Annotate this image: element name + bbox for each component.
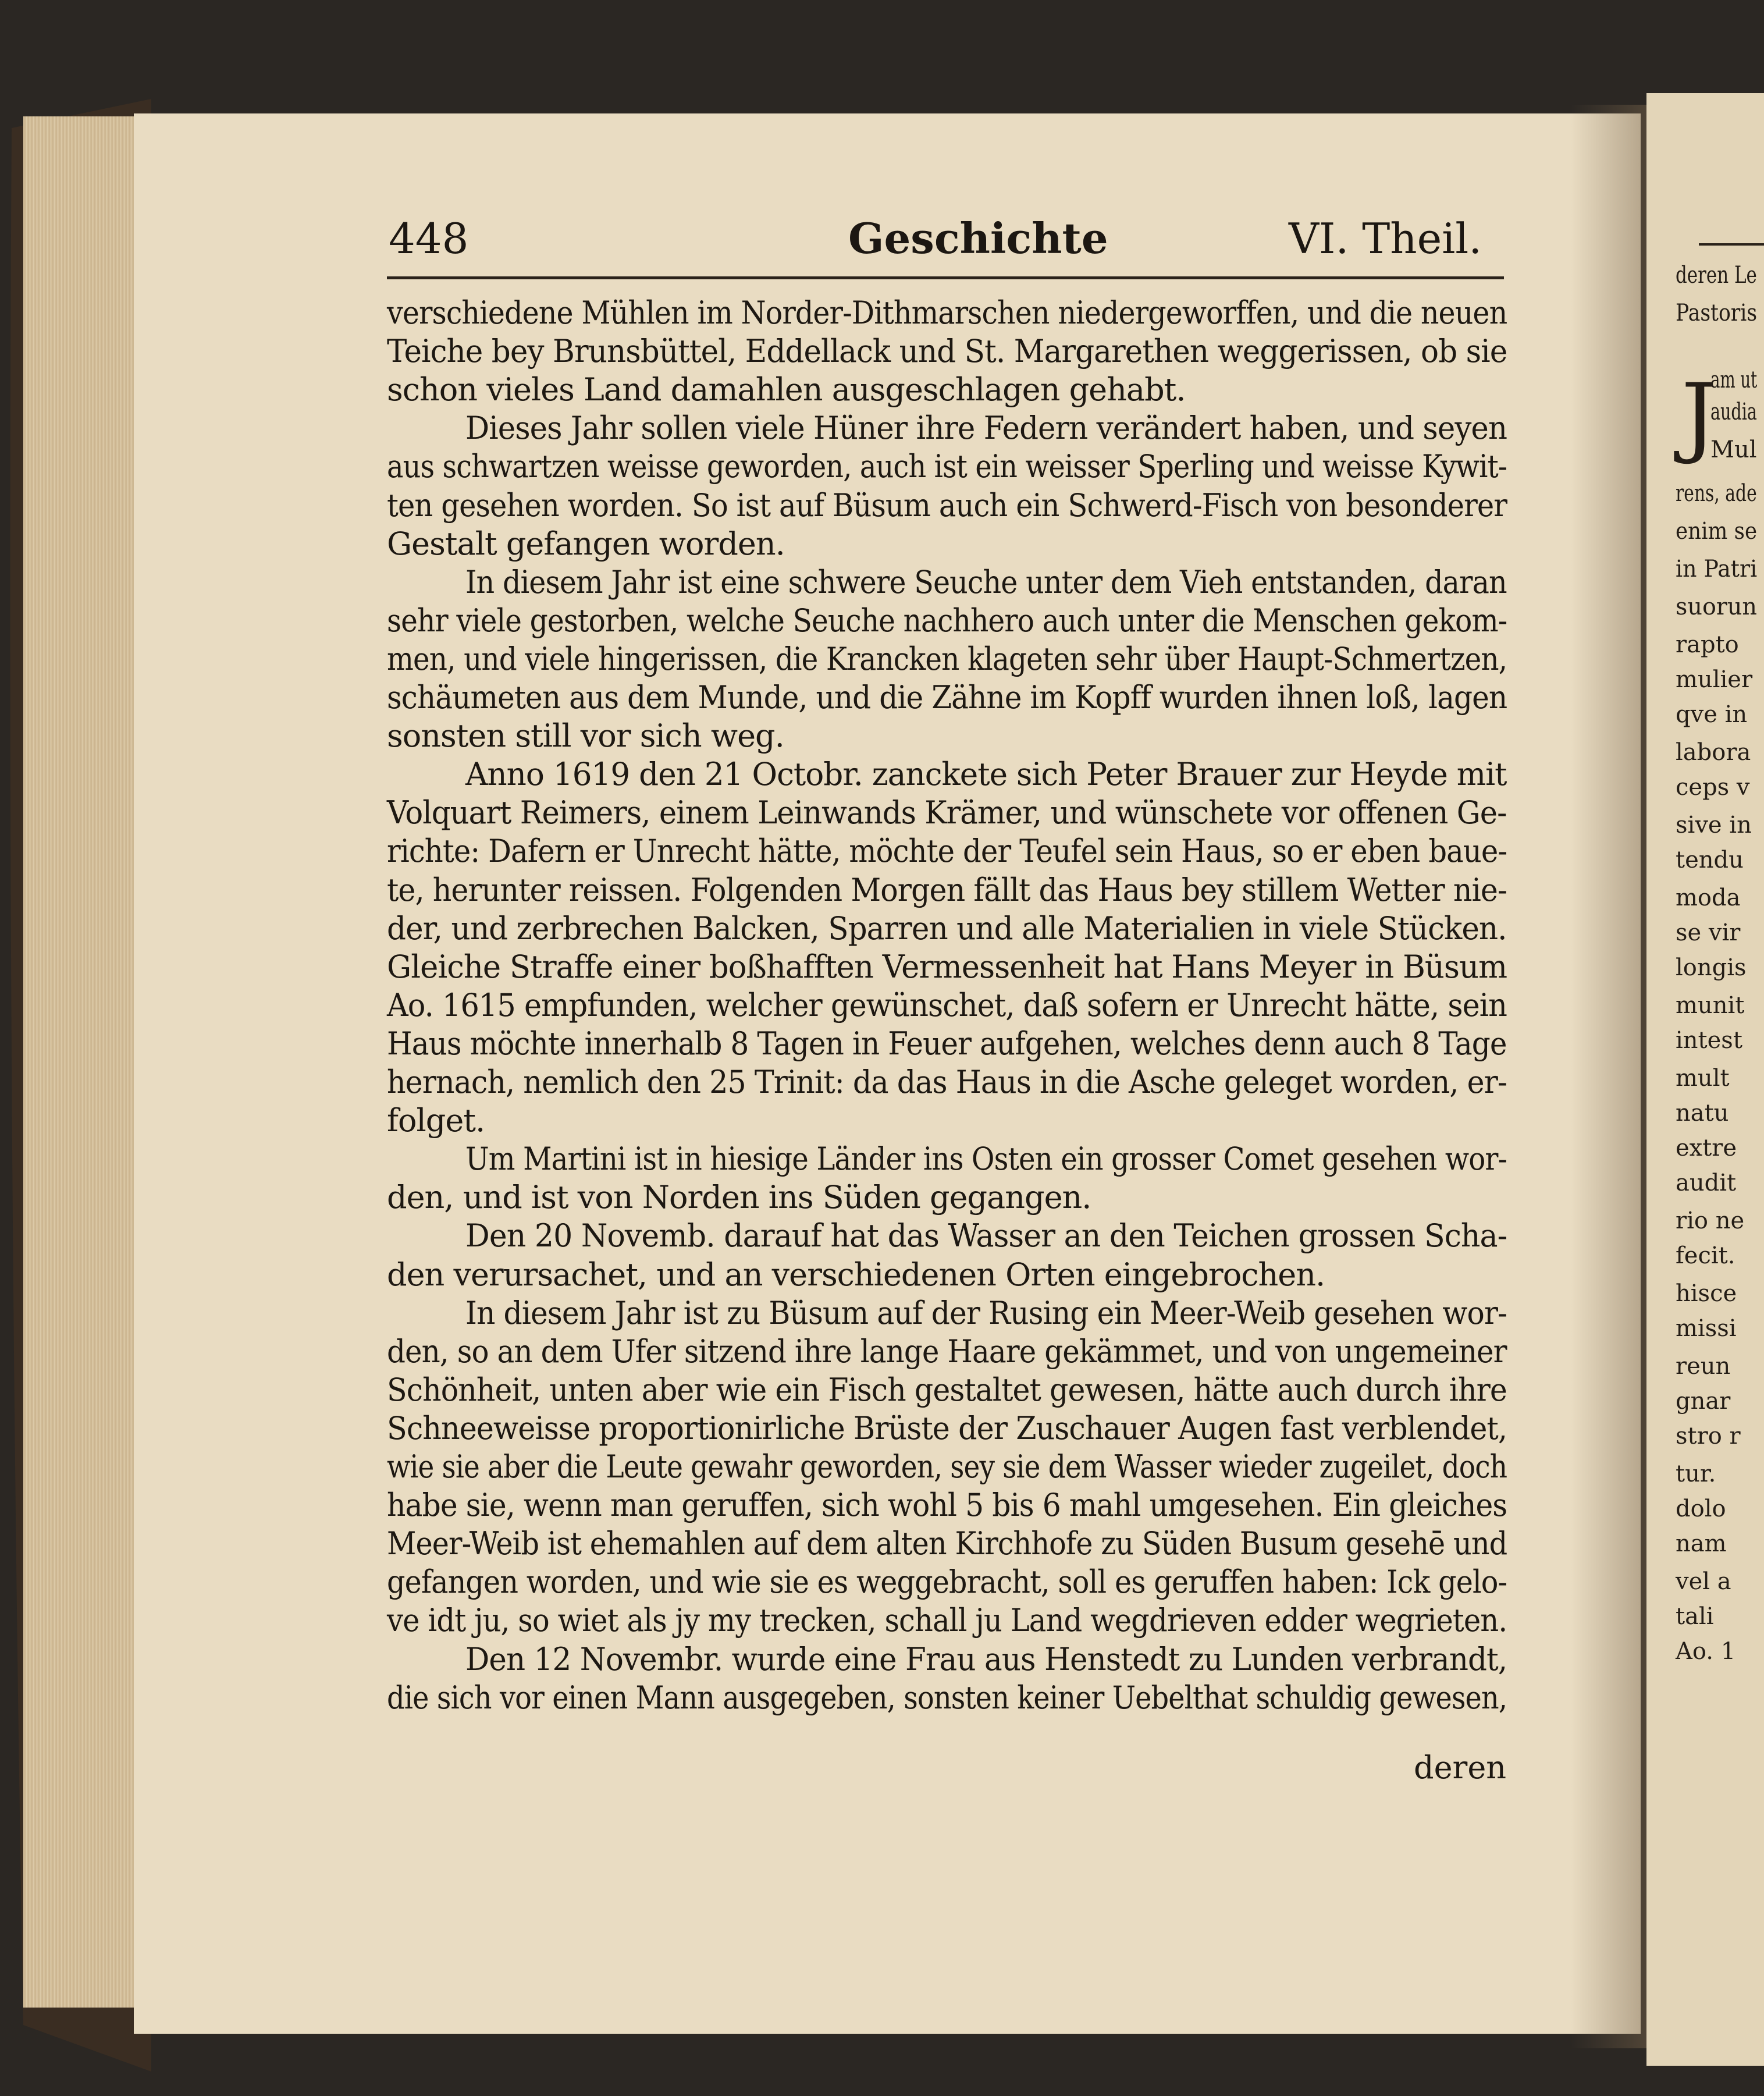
text-line: men, und viele hingerissen, die Krancken klageten sehr über Haupt-Schmertzen, — [387, 641, 1507, 677]
facing-text-line: munit — [1676, 992, 1745, 1019]
facing-text-line: mulier — [1676, 666, 1753, 693]
text-line: Teiche bey Brunsbüttel, Eddellack und St. Margarethen weggerissen, ob sie — [387, 333, 1507, 370]
text-line: Meer-Weib ist ehemahlen auf dem alten Kirchhofe zu Süden Busum gesehē und — [387, 1525, 1507, 1562]
text-line: Den 20 Novemb. darauf hat das Wasser an den Teichen grossen Scha- — [465, 1217, 1507, 1254]
facing-text-line: longis — [1676, 954, 1747, 981]
facing-text-line: suorun — [1676, 594, 1758, 620]
text-line: Schneeweisse proportionirliche Brüste der Zuschauer Augen fast verblendet, — [387, 1410, 1507, 1447]
text-line: der, und zerbrechen Balcken, Sparren und alle Materialien in viele Stücken. — [387, 910, 1507, 947]
text-line: Haus möchte innerhalb 8 Tagen in Feuer aufgehen, welches denn auch 8 Tage — [387, 1025, 1507, 1062]
facing-text-line: tur. — [1676, 1461, 1716, 1487]
facing-text-line: hisce — [1676, 1280, 1737, 1307]
text-line: folget. — [387, 1102, 485, 1139]
text-line: den verursachet, und an verschiedenen Orten eingebrochen. — [387, 1256, 1325, 1293]
text-line: Anno 1619 den 21 Octobr. zanckete sich Peter Brauer zur Heyde mit — [465, 756, 1507, 793]
facing-text-line: enim se — [1676, 518, 1758, 545]
facing-text-line: sive in — [1676, 812, 1752, 839]
catchword: deren — [1414, 1749, 1507, 1786]
facing-text-line: missi — [1676, 1315, 1737, 1342]
facing-text-line: tendu — [1676, 847, 1744, 873]
facing-text-line: natu — [1676, 1100, 1729, 1127]
header-rule — [387, 276, 1504, 279]
page-number: 448 — [389, 214, 469, 263]
facing-text-line: Ao. 1 — [1676, 1638, 1736, 1665]
text-line: die sich vor einen Mann ausgegeben, sonsten keiner Uebelthat schuldig gewesen, — [387, 1679, 1507, 1716]
text-line: ve idt ju, so wiet als jy my trecken, schall ju Land wegdrieven edder wegrieten. — [387, 1602, 1507, 1639]
facing-text-line: reun — [1676, 1353, 1731, 1380]
facing-text-line: fecit. — [1676, 1242, 1735, 1269]
facing-text-line: in Patri — [1676, 556, 1758, 582]
text-line: In diesem Jahr ist eine schwere Seuche unter dem Vieh entstanden, daran — [465, 564, 1507, 601]
text-line: Um Martini ist in hiesige Länder ins Osten ein grosser Comet gesehen wor- — [465, 1141, 1507, 1177]
facing-text-line: rapto — [1676, 631, 1739, 658]
running-title: Geschichte — [848, 214, 1108, 263]
facing-text-line: intest — [1676, 1027, 1742, 1054]
facing-text-line: ceps v — [1676, 774, 1750, 801]
text-line: richte: Dafern er Unrecht hätte, möchte der Teufel sein Haus, so er eben baue- — [387, 833, 1507, 869]
facing-text-line: nam — [1676, 1530, 1727, 1557]
text-line: Den 12 Novembr. wurde eine Frau aus Henstedt zu Lunden verbrandt, — [465, 1641, 1507, 1678]
text-line: Ao. 1615 empfunden, welcher gewünschet, daß sofern er Unrecht hätte, sein — [387, 987, 1507, 1024]
facing-text-line: dolo — [1676, 1495, 1726, 1522]
text-line: gefangen worden, und wie sie es weggebracht, soll es geruffen haben: Ick gelo- — [387, 1564, 1507, 1600]
facing-text-line: mult — [1676, 1065, 1730, 1092]
facing-text-line: labora — [1676, 739, 1751, 766]
text-line: ten gesehen worden. So ist auf Büsum auch ein Schwerd-Fisch von besonderer — [387, 487, 1507, 524]
text-line: Volquart Reimers, einem Leinwands Krämer, und wünschete vor offenen Ge- — [387, 794, 1507, 831]
text-line: aus schwartzen weisse geworden, auch ist ein weisser Sperling und weisse Kywit- — [387, 448, 1507, 485]
facing-text-line: vel a — [1676, 1568, 1731, 1595]
facing-text-line: Mul — [1710, 436, 1757, 463]
facing-text-line: extre — [1676, 1135, 1737, 1161]
text-line: Dieses Jahr sollen viele Hüner ihre Federn verändert haben, und seyen — [465, 410, 1507, 446]
text-line: Gestalt gefangen worden. — [387, 525, 785, 562]
text-line: den, und ist von Norden ins Süden gegangen. — [387, 1179, 1091, 1216]
text-line: Schönheit, unten aber wie ein Fisch gestaltet gewesen, hätte auch durch ihre — [387, 1372, 1507, 1408]
text-line: Gleiche Straffe einer boßhafften Vermessenheit hat Hans Meyer in Büsum — [387, 948, 1507, 985]
facing-text-line: audia — [1710, 399, 1757, 425]
text-line: hernach, nemlich den 25 Trinit: da das Haus in die Asche geleget worden, er- — [387, 1064, 1507, 1100]
text-line: te, herunter reissen. Folgenden Morgen fällt das Haus bey stillem Wetter nie- — [387, 872, 1507, 908]
gutter-shadow — [1571, 105, 1658, 2048]
facing-text-line: qve in — [1676, 701, 1748, 728]
facing-text-line: stro r — [1676, 1423, 1741, 1450]
text-line: den, so an dem Ufer sitzend ihre lange Haare gekämmet, und von ungemeiner — [387, 1333, 1507, 1370]
facing-text-line: moda — [1676, 884, 1741, 911]
facing-text-line: audit — [1676, 1170, 1737, 1196]
text-line: schon vieles Land damahlen ausgeschlagen gehabt. — [387, 371, 1186, 408]
text-line: verschiedene Mühlen im Norder-Dithmarschen niedergeworffen, und die neuen — [387, 294, 1507, 331]
facing-initial: J — [1681, 365, 1717, 467]
text-line: sonsten still vor sich weg. — [387, 717, 784, 754]
text-line: In diesem Jahr ist zu Büsum auf der Rusing ein Meer-Weib gesehen wor- — [465, 1295, 1507, 1331]
facing-text-line: deren Le — [1676, 262, 1757, 289]
facing-text-line: gnar — [1676, 1388, 1731, 1415]
page-header — [0, 209, 1764, 268]
text-line: schäumeten aus dem Munde, und die Zähne im Kopff wurden ihnen loß, lagen — [387, 679, 1507, 716]
facing-header-rule — [1699, 243, 1764, 246]
facing-text-line: rens, ade — [1676, 480, 1757, 507]
text-line: wie sie aber die Leute gewahr geworden, sey sie dem Wasser wieder zugeilet, doch — [387, 1448, 1507, 1485]
facing-text-line: rio ne — [1676, 1207, 1745, 1234]
text-line: sehr viele gestorben, welche Seuche nachhero auch unter die Menschen gekom- — [387, 602, 1507, 639]
text-line: habe sie, wenn man geruffen, sich wohl 5 bis 6 mahl umgesehen. Ein gleiches — [387, 1487, 1507, 1523]
facing-text-line: se vir — [1676, 919, 1741, 946]
part-title: VI. Theil. — [1289, 214, 1482, 263]
facing-text-line: Pastoris — [1676, 300, 1758, 326]
facing-text-line: am ut — [1710, 367, 1758, 393]
facing-text-line: tali — [1676, 1603, 1714, 1630]
